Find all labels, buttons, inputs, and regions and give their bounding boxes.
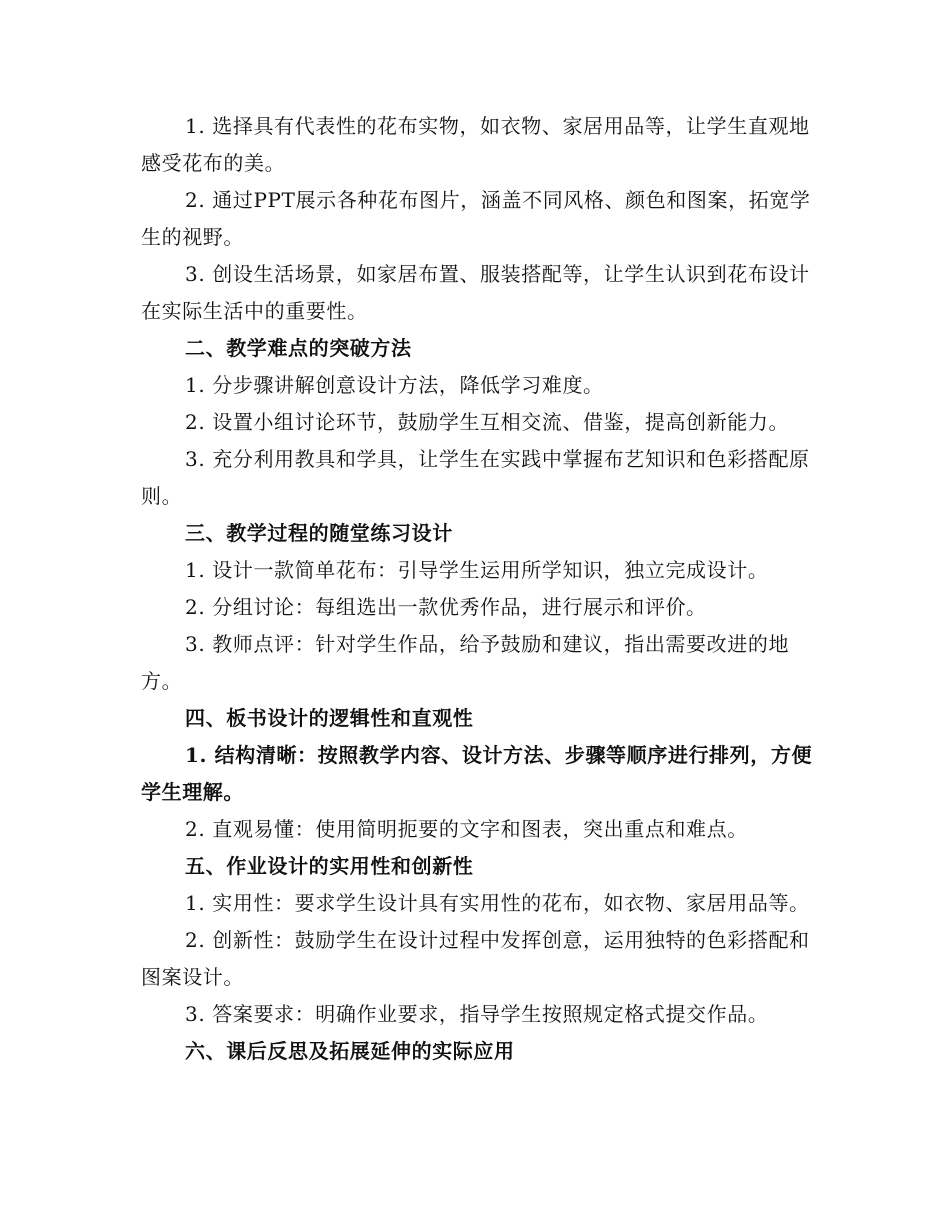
list-item: 3. 教师点评：针对学生作品，给予鼓励和建议，指出需要改进的地方。 bbox=[141, 632, 790, 693]
section-heading: 二、教学难点的突破方法 bbox=[185, 336, 412, 360]
list-item: 2. 分组讨论：每组选出一款优秀作品，进行展示和评价。 bbox=[185, 595, 707, 619]
list-item: 3. 充分利用教具和学具，让学生在实践中掌握布艺知识和色彩搭配原则。 bbox=[141, 447, 810, 508]
section-heading: 五、作业设计的实用性和创新性 bbox=[185, 854, 474, 878]
list-item: 1. 设计一款简单花布：引导学生运用所学知识，独立完成设计。 bbox=[185, 558, 769, 582]
section-heading: 三、教学过程的随堂练习设计 bbox=[185, 521, 453, 545]
section-heading: 六、课后反思及拓展延伸的实际应用 bbox=[185, 1039, 515, 1063]
list-item: 2. 直观易懂：使用简明扼要的文字和图表，突出重点和难点。 bbox=[185, 817, 748, 841]
document-body bbox=[141, 108, 813, 1070]
list-item: 1. 分步骤讲解创意设计方法，降低学习难度。 bbox=[185, 373, 604, 397]
list-item-bold: 1. 结构清晰：按照教学内容、设计方法、步骤等顺序进行排列，方便学生理解。 bbox=[141, 743, 813, 804]
list-item: 1. 选择具有代表性的花布实物，如衣物、家居用品等，让学生直观地感受花布的美。 bbox=[141, 114, 810, 175]
section-heading: 四、板书设计的逻辑性和直观性 bbox=[185, 706, 474, 730]
list-item: 2. 设置小组讨论环节，鼓励学生互相交流、借鉴，提高创新能力。 bbox=[185, 410, 790, 434]
list-item: 2. 通过PPT展示各种花布图片，涵盖不同风格、颜色和图案，拓宽学生的视野。 bbox=[141, 188, 811, 249]
list-item: 1. 实用性：要求学生设计具有实用性的花布，如衣物、家居用品等。 bbox=[185, 891, 810, 915]
list-item: 3. 创设生活场景，如家居布置、服装搭配等，让学生认识到花布设计在实际生活中的重要性。 bbox=[141, 262, 810, 323]
list-item: 3. 答案要求：明确作业要求，指导学生按照规定格式提交作品。 bbox=[185, 1002, 769, 1026]
list-item: 2. 创新性：鼓励学生在设计过程中发挥创意，运用独特的色彩搭配和图案设计。 bbox=[141, 928, 810, 989]
